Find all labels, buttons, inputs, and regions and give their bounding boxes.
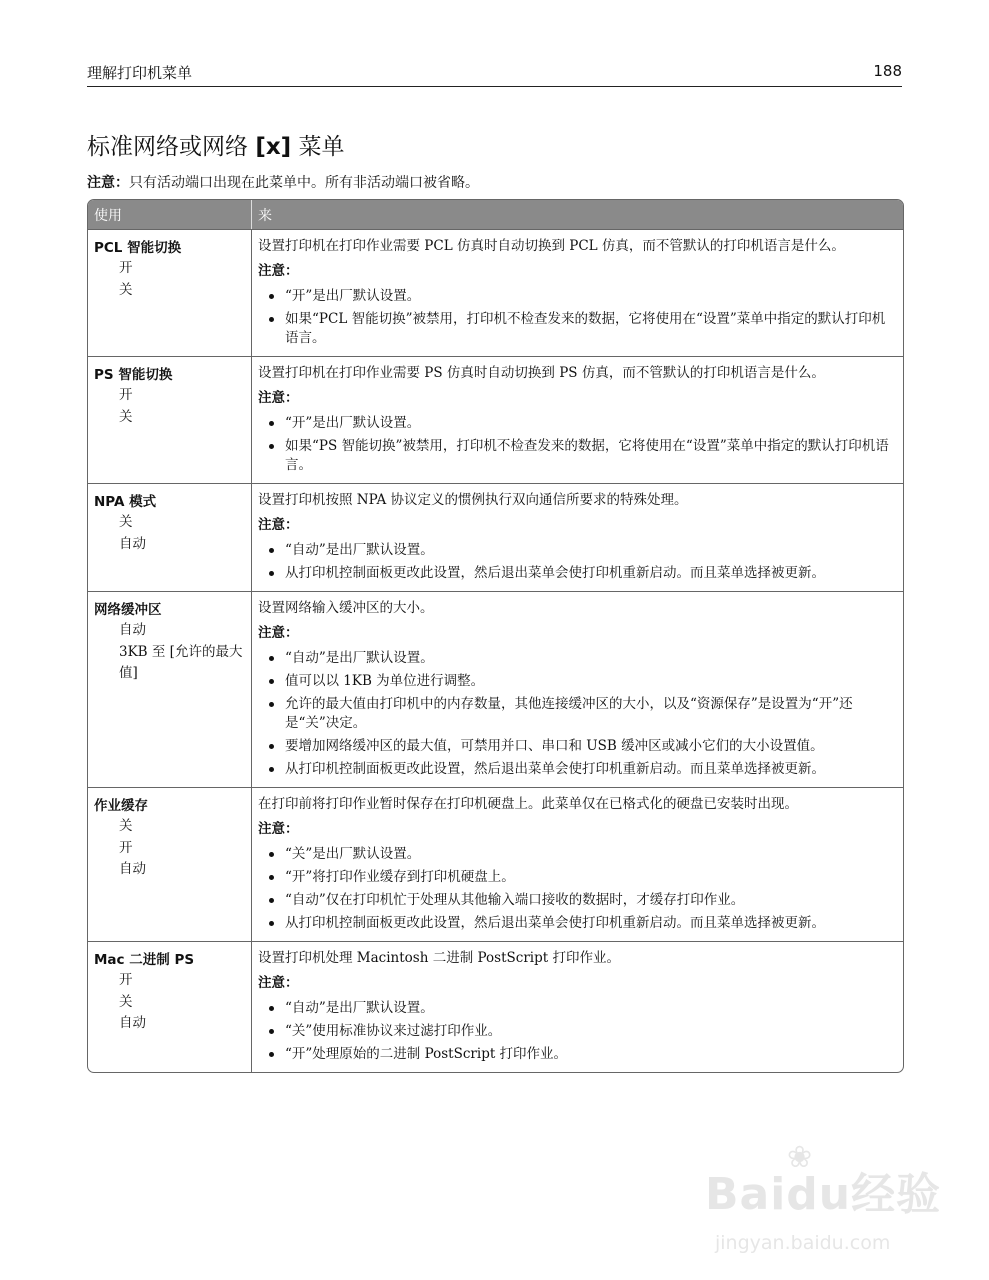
- title-bold: [x]: [255, 134, 292, 160]
- title-main: 标准网络或网络: [87, 134, 256, 160]
- notes-list: [258, 649, 897, 779]
- setting-name: 作业缓存: [94, 798, 148, 814]
- table-row: [88, 229, 903, 356]
- setting-description: 设置打印机处理 Macintosh 二进制 PostScript 打印作业。: [258, 950, 620, 966]
- list-item: “自动”是出厂默认设置。: [258, 541, 897, 560]
- notes-list: [258, 414, 897, 475]
- note-text: 只有活动端口出现在此菜单中。所有非活动端口被省略。: [129, 175, 479, 191]
- notes-label: 注意：: [258, 263, 299, 279]
- setting-option: 关: [119, 993, 133, 1010]
- notes-label: 注意：: [258, 625, 299, 641]
- table-row: [88, 941, 903, 1072]
- list-item: “开”将打印作业缓存到打印机硬盘上。: [258, 868, 897, 887]
- setting-cell: [88, 788, 252, 941]
- setting-option: 关: [119, 281, 133, 298]
- setting-name: PS 智能切换: [94, 367, 173, 383]
- notes-label: 注意：: [258, 390, 299, 406]
- setting-option: 开: [119, 387, 133, 403]
- setting-option: 自动: [119, 622, 146, 638]
- page-title: [87, 128, 344, 161]
- list-item: 要增加网络缓冲区的最大值，可禁用并口、串口和 USB 缓冲区或减小它们的大小设置值。: [258, 737, 897, 756]
- list-item: “自动”是出厂默认设置。: [258, 999, 897, 1018]
- note-label: 注意：: [87, 175, 129, 191]
- setting-cell: [88, 942, 252, 1072]
- list-item: 值可以以 1KB 为单位进行调整。: [258, 672, 897, 691]
- watermark-text: Baidu经验: [705, 1169, 942, 1220]
- page-note: [87, 172, 479, 192]
- table-row: [88, 787, 903, 941]
- setting-description: 设置网络输入缓冲区的大小。: [258, 600, 434, 616]
- list-item: 从打印机控制面板更改此设置，然后退出菜单会使打印机重新启动。而且菜单选择被更新。: [258, 564, 897, 583]
- description-cell: [252, 592, 903, 787]
- page-header: [87, 60, 902, 87]
- notes-label: 注意：: [258, 821, 299, 837]
- table-body: [88, 229, 903, 1072]
- header-use: 使用: [88, 200, 252, 229]
- setting-option: 关: [119, 818, 133, 834]
- setting-description: 设置打印机在打印作业需要 PS 仿真时自动切换到 PS 仿真，而不管默认的打印机语言是什么。: [258, 365, 825, 381]
- setting-name: PCL 智能切换: [94, 240, 182, 256]
- list-item: 允许的最大值由打印机中的内存数量，其他连接缓冲区的大小，以及“资源保存”是设置为“开”还是“关”决定。: [258, 695, 897, 733]
- setting-cell: [88, 484, 252, 591]
- list-item: 从打印机控制面板更改此设置，然后退出菜单会使打印机重新启动。而且菜单选择被更新。: [258, 914, 897, 933]
- table-header: [88, 200, 903, 229]
- watermark: [705, 1140, 942, 1265]
- list-item: “自动”仅在打印机忙于处理从其他输入端口接收的数据时，才缓存打印作业。: [258, 891, 897, 910]
- setting-description: 在打印前将打印作业暂时保存在打印机硬盘上。此菜单仅在已格式化的硬盘已安装时出现。: [258, 796, 798, 812]
- setting-cell: [88, 592, 252, 787]
- notes-list: [258, 287, 897, 348]
- title-suffix: 菜单: [291, 134, 345, 160]
- list-item: “关”是出厂默认设置。: [258, 845, 897, 864]
- setting-cell: [88, 230, 252, 356]
- page-number: 188: [873, 62, 902, 80]
- paw-icon: ❀: [787, 1140, 813, 1175]
- setting-cell: [88, 357, 252, 483]
- description-cell: [252, 788, 903, 941]
- setting-option: 3KB 至 [允许的最大值]: [119, 643, 243, 681]
- setting-description: 设置打印机按照 NPA 协议定义的惯例执行双向通信所要求的特殊处理。: [258, 492, 688, 508]
- list-item: “开”处理原始的二进制 PostScript 打印作业。: [258, 1045, 897, 1064]
- setting-option: 关: [119, 514, 133, 530]
- list-item: 如果“PS 智能切换”被禁用，打印机不检查发来的数据，它将使用在“设置”菜单中指定的默认打印机语言。: [258, 437, 897, 475]
- setting-name: 网络缓冲区: [94, 602, 162, 618]
- setting-option: 自动: [119, 535, 146, 552]
- list-item: 从打印机控制面板更改此设置，然后退出菜单会使打印机重新启动。而且菜单选择被更新。: [258, 760, 897, 779]
- setting-description: 设置打印机在打印作业需要 PCL 仿真时自动切换到 PCL 仿真，而不管默认的打印机语言是什么。: [258, 238, 845, 254]
- setting-name: Mac 二进制 PS: [94, 952, 195, 968]
- notes-list: [258, 845, 897, 933]
- header-title: 理解打印机菜单: [87, 64, 193, 82]
- description-cell: [252, 484, 903, 591]
- list-item: “关”使用标准协议来过滤打印作业。: [258, 1022, 897, 1041]
- notes-list: [258, 999, 897, 1064]
- setting-option: 自动: [119, 861, 146, 877]
- watermark-url: jingyan.baidu.com: [715, 1232, 891, 1254]
- table-row: [88, 483, 903, 591]
- notes-label: 注意：: [258, 517, 299, 533]
- list-item: “开”是出厂默认设置。: [258, 287, 897, 306]
- header-to: 来: [258, 208, 272, 224]
- menu-table: [87, 199, 904, 1073]
- setting-option: 开: [119, 839, 133, 856]
- setting-option: 开: [119, 260, 133, 276]
- list-item: 如果“PCL 智能切换”被禁用，打印机不检查发来的数据，它将使用在“设置”菜单中指定的默认打印机语言。: [258, 310, 897, 348]
- list-item: “自动”是出厂默认设置。: [258, 649, 897, 668]
- description-cell: [252, 230, 903, 356]
- list-item: “开”是出厂默认设置。: [258, 414, 897, 433]
- setting-name: NPA 模式: [94, 494, 157, 510]
- table-row: [88, 591, 903, 787]
- notes-list: [258, 541, 897, 583]
- table-row: [88, 356, 903, 483]
- setting-option: 自动: [119, 1015, 146, 1031]
- setting-option: 开: [119, 972, 133, 988]
- description-cell: [252, 942, 903, 1072]
- notes-label: 注意：: [258, 975, 299, 991]
- description-cell: [252, 357, 903, 483]
- setting-option: 关: [119, 408, 133, 425]
